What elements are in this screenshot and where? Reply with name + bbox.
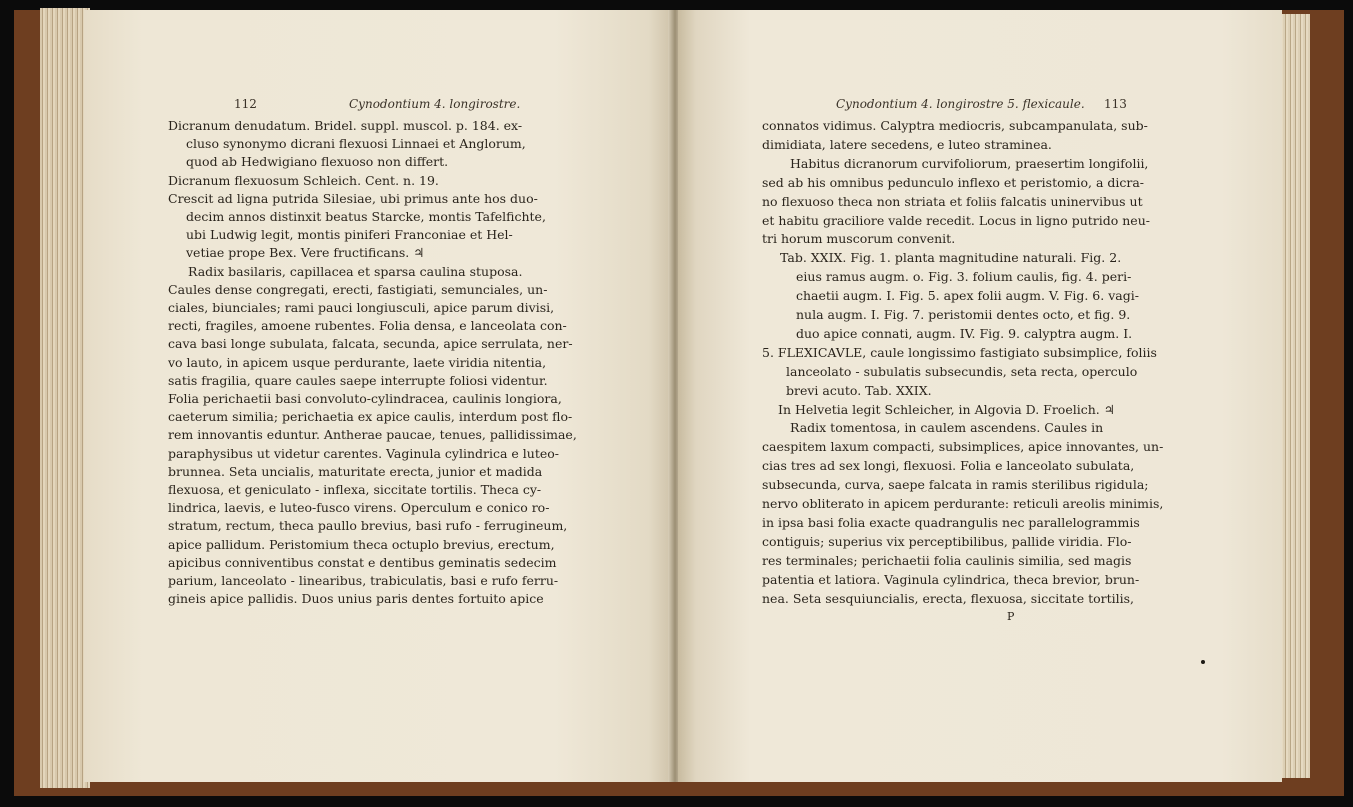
right-text-line: nervo obliterato in apicem perdurante: reticuli areolis minimis, (762, 496, 1164, 511)
right-running-head: Cynodontium 4. longirostre 5. flexicaule. (836, 97, 1085, 111)
right-text-line: cias tres ad sex longi, flexuosi. Folia e lanceolato subulata, (762, 458, 1135, 474)
right-text-line: eius ramus augm. o. Fig. 3. folium caulis, fig. 4. peri- (796, 269, 1132, 285)
right-text-line: tri horum muscorum convenit. (762, 231, 956, 247)
right-text-line: nea. Seta sesquiuncialis, erecta, flexuosa, siccitate tortilis, (762, 590, 1135, 606)
right-text-line: nula augm. I. Fig. 7. peristomii dentes octo, et fig. 9. (796, 307, 1131, 322)
right-text-line: Habitus dicranorum curvifoliorum, praesertim longifolii, (790, 155, 1149, 171)
left-text-line: Caules dense congregati, erecti, fastigiati, semunciales, un- (168, 281, 548, 297)
right-text-line: sed ab his omnibus pedunculo inflexo et peristomio, a dicra- (762, 174, 1145, 190)
left-text-line: apicibus conniventibus constat e dentibus geminatis sedecim (168, 554, 557, 570)
right-text-line: lanceolato - subulatis subsecundis, seta recta, operculo (786, 363, 1138, 379)
right-page (678, 10, 1282, 782)
left-text-line: ciales, biunciales; rami pauci longiusculi, apice parum divisi, (168, 300, 555, 315)
left-text-line: recti, fragiles, amoene rubentes. Folia densa, e lanceolata con- (168, 318, 567, 334)
left-text-line: lindrica, laevis, e luteo-fusco virens. Operculum e conico ro- (168, 500, 550, 516)
left-text-line: brunnea. Seta uncialis, maturitate erecta, junior et madida (168, 463, 543, 479)
left-text-line: vo lauto, in apicem usque perdurante, laete viridia nitentia, (168, 354, 547, 370)
left-text-line: Radix basilaris, capillacea et sparsa caulina stuposa. (188, 263, 523, 279)
left-text-line: decim annos distinxit beatus Starcke, montis Tafelfichte, (186, 209, 546, 224)
signature-mark: P (1007, 610, 1015, 623)
right-text-line: connatos vidimus. Calyptra mediocris, subcampanulata, sub- (762, 118, 1148, 133)
right-text-line: subsecunda, curva, saepe falcata in ramis sterilibus rigidula; (762, 477, 1149, 493)
right-text-line: res terminales; perichaetii folia caulinis similia, sed magis (762, 552, 1132, 568)
right-text-line: duo apice connati, augm. IV. Fig. 9. calyptra augm. I. (796, 325, 1133, 341)
speck (1201, 660, 1205, 664)
left-text-line: gineis apice pallidis. Duos unius paris dentes fortuito apice (168, 591, 544, 607)
left-running-head: Cynodontium 4. longirostre. (349, 97, 521, 111)
left-page (84, 10, 672, 782)
left-text-line: parium, lanceolato - linearibus, trabiculatis, basi e rufo ferru- (168, 573, 559, 588)
left-text-line: stratum, rectum, theca paullo brevius, basi rufo - ferrugineum, (168, 518, 568, 534)
right-text-line: dimidiata, latere secedens, e luteo straminea. (762, 136, 1052, 152)
left-text-line: caeterum similia; perichaetia ex apice caulis, interdum post flo- (168, 409, 573, 425)
left-text-line: vetiae prope Bex. Vere fructificans. ♃ (186, 245, 425, 261)
right-page-number: 113 (1104, 97, 1127, 111)
left-text-line: quod ab Hedwigiano flexuoso non differt. (186, 154, 449, 170)
right-text-line: chaetii augm. I. Fig. 5. apex folii augm. V. Fig. 6. vagi- (796, 288, 1139, 304)
left-text-line: paraphysibus ut videtur carentes. Vaginula cylindrica e luteo- (168, 445, 559, 461)
left-text-line: flexuosa, et geniculato - inflexa, siccitate tortilis. Theca cy- (168, 482, 542, 497)
page-edges-right (1278, 14, 1310, 778)
right-text-line: In Helvetia legit Schleicher, in Algovia D. Froelich. ♃ (778, 401, 1115, 417)
page-edges-left (40, 8, 90, 788)
left-text-line: ubi Ludwig legit, montis piniferi Franconiae et Hel- (186, 227, 513, 243)
right-text-line: Radix tomentosa, in caulem ascendens. Caules in (790, 420, 1104, 436)
left-text-line: cava basi longe subulata, falcata, secunda, apice serrulata, ner- (168, 336, 573, 352)
left-text-line: apice pallidum. Peristomium theca octuplo brevius, erectum, (168, 536, 555, 552)
right-text-line: et habitu graciliore valde recedit. Locus in ligno putrido neu- (762, 212, 1150, 228)
right-text-line: caespitem laxum compacti, subsimplices, apice innovantes, un- (762, 439, 1164, 455)
left-page-number: 112 (234, 97, 257, 111)
left-text-line: satis fragilia, quare caules saepe interrupte foliosi videntur. (168, 372, 548, 388)
right-text-line: Tab. XXIX. Fig. 1. planta magnitudine naturali. Fig. 2. (780, 250, 1122, 266)
left-text-line: cluso synonymo dicrani flexuosi Linnaei et Anglorum, (186, 136, 526, 152)
left-text-line: Folia perichaetii basi convoluto-cylindracea, caulinis longiora, (168, 391, 562, 406)
right-text-line: in ipsa basi folia exacte quadrangulis nec parallelogrammis (762, 514, 1140, 530)
left-text-line: Dicranum flexuosum Schleich. Cent. n. 19. (168, 172, 439, 188)
right-text-line: brevi acuto. Tab. XXIX. (786, 382, 932, 398)
right-text-line: no flexuoso theca non striata et foliis falcatis uninervibus ut (762, 193, 1143, 209)
right-text-line: 5. FLEXICAVLE, caule longissimo fastigiato subsimplice, foliis (762, 344, 1157, 360)
right-text-line: patentia et latiora. Vaginula cylindrica, theca brevior, brun- (762, 571, 1140, 587)
right-text-line: contiguis; superius vix perceptibilibus, pallide viridia. Flo- (762, 533, 1132, 549)
left-text-line: Crescit ad ligna putrida Silesiae, ubi primus ante hos duo- (168, 190, 538, 206)
left-text-line: Dicranum denudatum. Bridel. suppl. muscol. p. 184. ex- (168, 118, 523, 133)
left-text-line: rem innovantis eduntur. Antherae paucae, tenues, pallidissimae, (168, 427, 577, 443)
